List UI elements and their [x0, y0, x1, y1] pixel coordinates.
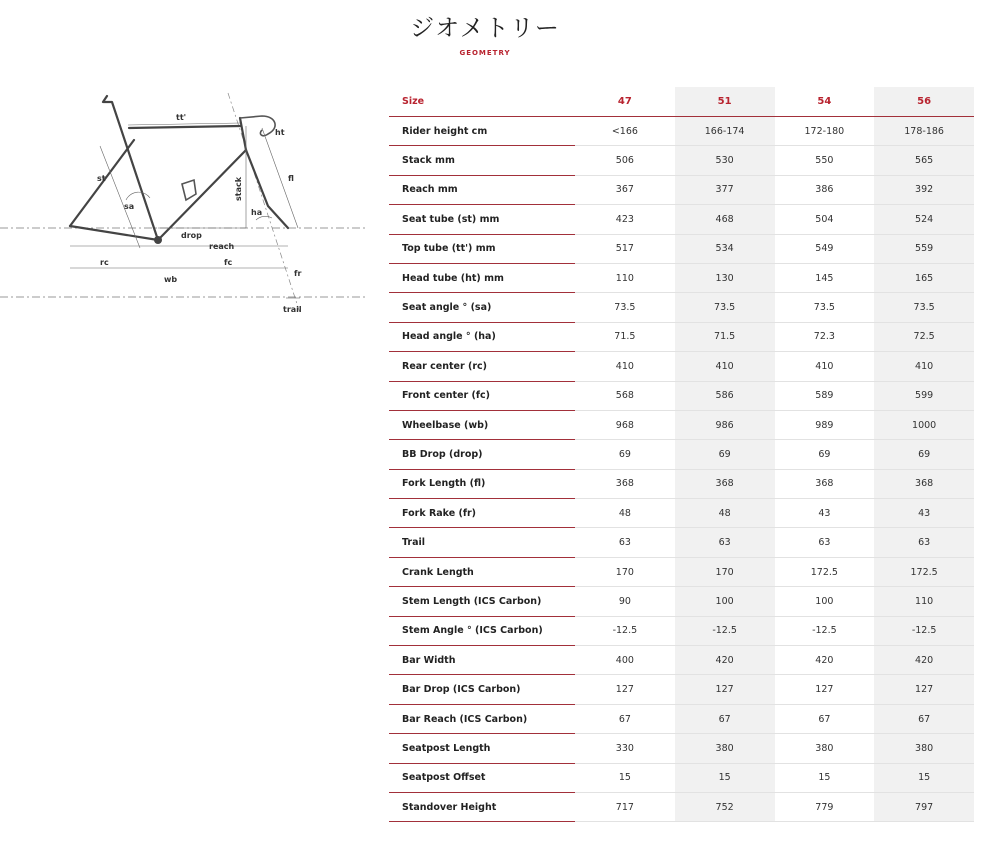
table-row	[389, 558, 974, 587]
row-value: <166	[575, 117, 675, 146]
row-label: Seat tube (st) mm	[389, 205, 575, 234]
table-row	[389, 293, 974, 322]
row-value: 100	[775, 587, 875, 616]
row-value: 127	[575, 675, 675, 704]
row-value: 410	[675, 352, 775, 381]
row-label: Bar Drop (ICS Carbon)	[389, 675, 575, 704]
label-fr: fr	[294, 269, 302, 278]
label-tt: tt'	[176, 113, 187, 122]
row-value: 73.5	[675, 293, 775, 322]
geometry-table	[389, 87, 974, 822]
row-label: Standover Height	[389, 793, 575, 822]
row-value: 43	[775, 499, 875, 528]
size-header-56: 56	[874, 87, 974, 117]
row-value: 504	[775, 205, 875, 234]
row-label: Rider height cm	[389, 117, 575, 146]
row-value: 420	[675, 646, 775, 675]
row-value: 63	[775, 528, 875, 557]
row-value: 130	[675, 264, 775, 293]
bottom-bracket	[154, 236, 162, 244]
row-value: 380	[775, 734, 875, 763]
seat-stay	[70, 140, 134, 226]
row-value: 517	[575, 235, 675, 264]
geometry-diagram	[0, 88, 380, 318]
row-value: 73.5	[874, 293, 974, 322]
table-row	[389, 264, 974, 293]
row-value: 589	[775, 382, 875, 411]
row-value: 550	[775, 146, 875, 175]
table-row	[389, 528, 974, 557]
row-value: 586	[675, 382, 775, 411]
row-label: Front center (fc)	[389, 382, 575, 411]
row-value: 69	[775, 440, 875, 469]
row-value: 67	[874, 705, 974, 734]
row-value: 380	[675, 734, 775, 763]
row-value: 368	[675, 470, 775, 499]
table-row	[389, 146, 974, 175]
row-value: 69	[575, 440, 675, 469]
row-value: 530	[675, 146, 775, 175]
row-value: 410	[575, 352, 675, 381]
label-trail: trail	[283, 305, 302, 314]
label-ha: ha	[251, 208, 263, 217]
table-row	[389, 646, 974, 675]
row-label: Bar Reach (ICS Carbon)	[389, 705, 575, 734]
row-value: 367	[575, 176, 675, 205]
row-value: 110	[874, 587, 974, 616]
row-value: 420	[874, 646, 974, 675]
table-row	[389, 323, 974, 352]
row-value: 534	[675, 235, 775, 264]
row-value: 15	[874, 764, 974, 793]
size-header-47: 47	[575, 87, 675, 117]
row-value: 63	[874, 528, 974, 557]
row-value: 67	[675, 705, 775, 734]
row-value: 43	[874, 499, 974, 528]
row-value: -12.5	[775, 617, 875, 646]
row-label: Stack mm	[389, 146, 575, 175]
table-header-row	[389, 87, 974, 117]
row-value: -12.5	[575, 617, 675, 646]
row-value: 368	[874, 470, 974, 499]
row-value: 423	[575, 205, 675, 234]
row-value: 73.5	[575, 293, 675, 322]
row-value: 752	[675, 793, 775, 822]
row-value: 67	[775, 705, 875, 734]
row-value: 559	[874, 235, 974, 264]
row-value: 110	[575, 264, 675, 293]
table-row	[389, 587, 974, 616]
row-value: 67	[575, 705, 675, 734]
row-value: 330	[575, 734, 675, 763]
row-label: BB Drop (drop)	[389, 440, 575, 469]
row-label: Stem Angle ° (ICS Carbon)	[389, 617, 575, 646]
row-label: Head angle ° (ha)	[389, 323, 575, 352]
row-value: 392	[874, 176, 974, 205]
row-value: 549	[775, 235, 875, 264]
table-row	[389, 352, 974, 381]
row-value: 568	[575, 382, 675, 411]
row-value: 71.5	[675, 323, 775, 352]
row-label: Crank Length	[389, 558, 575, 587]
row-label: Trail	[389, 528, 575, 557]
row-label: Rear center (rc)	[389, 352, 575, 381]
head-tube	[240, 118, 246, 150]
table-row	[389, 176, 974, 205]
row-value: 127	[874, 675, 974, 704]
row-label: Seat angle ° (sa)	[389, 293, 575, 322]
row-value: 565	[874, 146, 974, 175]
table-row	[389, 764, 974, 793]
row-value: 172.5	[874, 558, 974, 587]
table-row	[389, 705, 974, 734]
row-value: 73.5	[775, 293, 875, 322]
row-value: 69	[675, 440, 775, 469]
row-value: 166-174	[675, 117, 775, 146]
label-rc: rc	[100, 258, 109, 267]
row-value: 410	[874, 352, 974, 381]
row-value: 172.5	[775, 558, 875, 587]
table-row	[389, 440, 974, 469]
row-value: 165	[874, 264, 974, 293]
row-value: 717	[575, 793, 675, 822]
row-value: 72.5	[874, 323, 974, 352]
row-label: Seatpost Offset	[389, 764, 575, 793]
label-fc: fc	[224, 258, 233, 267]
row-label: Fork Rake (fr)	[389, 499, 575, 528]
row-value: 380	[874, 734, 974, 763]
row-label: Head tube (ht) mm	[389, 264, 575, 293]
row-value: 986	[675, 411, 775, 440]
row-value: 989	[775, 411, 875, 440]
row-label: Bar Width	[389, 646, 575, 675]
seat-tube	[103, 96, 158, 240]
row-value: 377	[675, 176, 775, 205]
label-sa: sa	[124, 202, 135, 211]
row-value: 172-180	[775, 117, 875, 146]
row-value: 127	[675, 675, 775, 704]
label-st: st	[97, 174, 106, 183]
label-fl: fl	[288, 174, 294, 183]
row-label: Reach mm	[389, 176, 575, 205]
row-value: 506	[575, 146, 675, 175]
table-row	[389, 235, 974, 264]
row-value: 1000	[874, 411, 974, 440]
label-ht: ht	[275, 128, 285, 137]
label-reach: reach	[209, 242, 235, 251]
table-row	[389, 793, 974, 822]
page-subtitle: GEOMETRY	[459, 49, 511, 57]
row-value: 90	[575, 587, 675, 616]
table-row	[389, 117, 974, 146]
row-label: Top tube (tt') mm	[389, 235, 575, 264]
table-row	[389, 205, 974, 234]
page-title: ジオメトリー	[410, 14, 560, 42]
row-value: 420	[775, 646, 875, 675]
row-value: -12.5	[874, 617, 974, 646]
row-value: 48	[575, 499, 675, 528]
table-row	[389, 382, 974, 411]
label-stack: stack	[234, 176, 243, 201]
size-column-header: Size	[389, 87, 575, 117]
row-value: 15	[675, 764, 775, 793]
row-value: 15	[575, 764, 675, 793]
row-value: 100	[675, 587, 775, 616]
row-value: 400	[575, 646, 675, 675]
row-label: Fork Length (fl)	[389, 470, 575, 499]
table-row	[389, 499, 974, 528]
row-value: 71.5	[575, 323, 675, 352]
row-value: 524	[874, 205, 974, 234]
label-drop: drop	[181, 231, 202, 240]
row-value: 468	[675, 205, 775, 234]
row-value: 599	[874, 382, 974, 411]
row-value: 170	[575, 558, 675, 587]
table-row	[389, 675, 974, 704]
table-row	[389, 734, 974, 763]
top-tube	[129, 126, 240, 128]
row-value: 368	[575, 470, 675, 499]
table-row	[389, 470, 974, 499]
row-value: 368	[775, 470, 875, 499]
row-label: Wheelbase (wb)	[389, 411, 575, 440]
dimension-lines	[70, 123, 300, 298]
row-label: Seatpost Length	[389, 734, 575, 763]
label-wb: wb	[164, 275, 178, 284]
row-value: 63	[675, 528, 775, 557]
row-value: 69	[874, 440, 974, 469]
row-label: Stem Length (ICS Carbon)	[389, 587, 575, 616]
row-value: 170	[675, 558, 775, 587]
page-header	[0, 8, 970, 57]
row-value: 15	[775, 764, 875, 793]
table-row	[389, 411, 974, 440]
row-value: 797	[874, 793, 974, 822]
bike-frame-drawing	[0, 88, 380, 318]
row-value: 48	[675, 499, 775, 528]
size-header-51: 51	[675, 87, 775, 117]
row-value: 145	[775, 264, 875, 293]
table-body	[389, 117, 974, 822]
down-tube	[158, 150, 246, 240]
row-value: 968	[575, 411, 675, 440]
row-value: 127	[775, 675, 875, 704]
row-value: 72.3	[775, 323, 875, 352]
row-value: 63	[575, 528, 675, 557]
row-value: -12.5	[675, 617, 775, 646]
row-value: 410	[775, 352, 875, 381]
row-value: 779	[775, 793, 875, 822]
size-header-54: 54	[775, 87, 875, 117]
row-value: 386	[775, 176, 875, 205]
row-value: 178-186	[874, 117, 974, 146]
table-row	[389, 617, 974, 646]
